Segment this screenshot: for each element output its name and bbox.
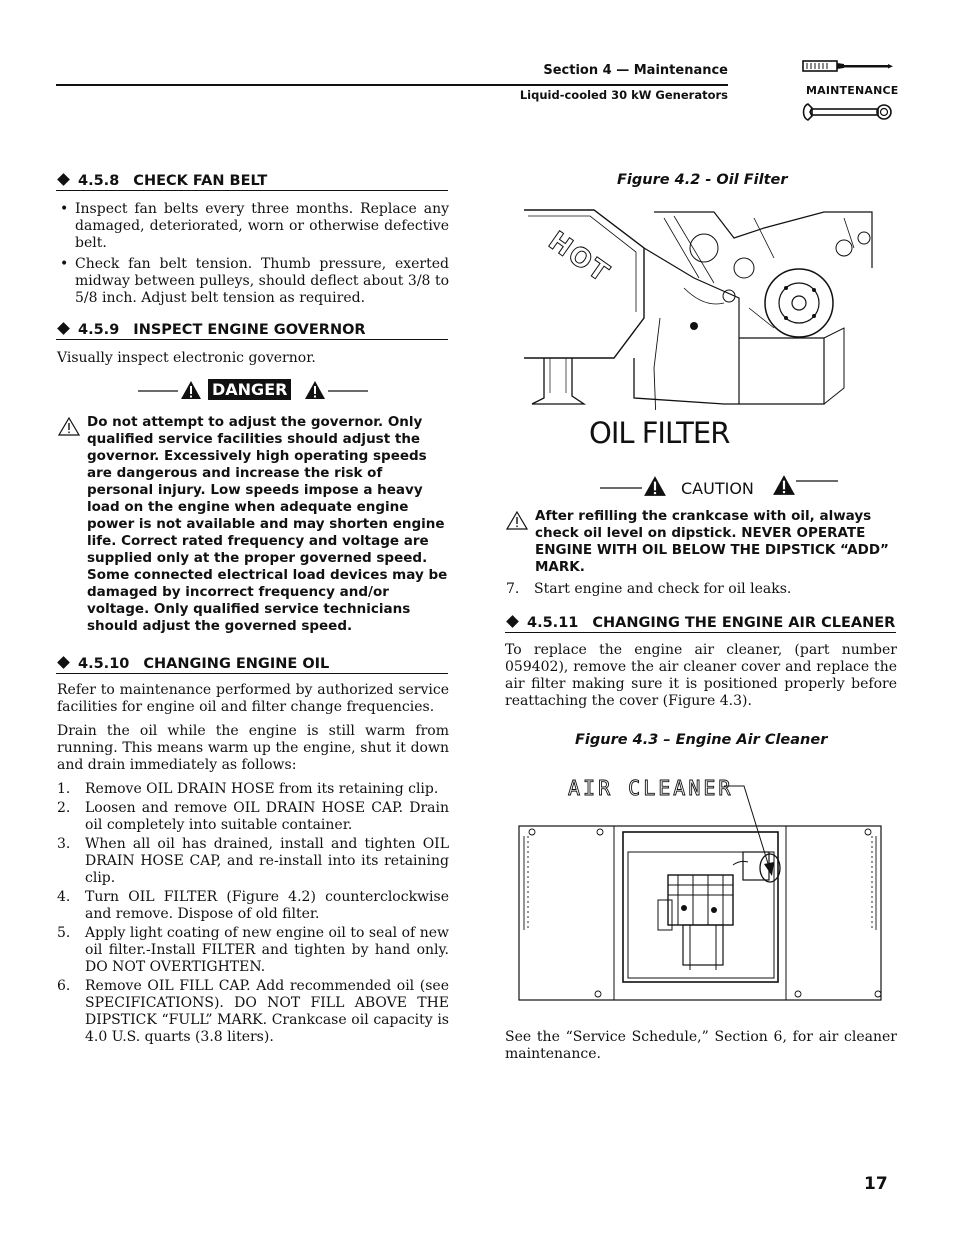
paragraph: Drain the oil while the engine is still warm from running. This means warm up the engine, shut it down and drain immediately as follows: — [57, 723, 449, 773]
section-heading-4-5-8 — [56, 173, 448, 191]
step-7 — [506, 581, 898, 600]
air-cleaner-enclosure-illustration — [518, 780, 882, 1002]
diamond-bullet-icon — [57, 173, 70, 186]
list-item: 7. Start engine and check for oil leaks. — [506, 581, 792, 597]
section-heading-4-5-11 — [505, 615, 896, 633]
oil-filter-callout: OIL FILTER — [589, 416, 730, 450]
section-number: 4.5.11 — [527, 615, 579, 631]
header-subtitle: Liquid-cooled 30 kW Generators — [519, 88, 728, 102]
list-item: 4. Turn OIL FILTER (Figure 4.2) counterclockwise and remove. Dispose of old filter. — [57, 889, 449, 922]
list-item: 5. Apply light coating of new engine oil to seal of new oil filter.-Install FILTER and tighten by hand only. DO NOT OVERTIGHTEN. — [57, 925, 449, 975]
section-title: CHANGING THE ENGINE AIR CLEANER — [592, 615, 896, 631]
section-heading-4-5-9 — [56, 322, 448, 340]
list-item: 2. Loosen and remove OIL DRAIN HOSE CAP. Drain oil completely into suitable container. — [57, 800, 449, 833]
list-item: 6. Remove OIL FILL CAP. Add recommended oil (see SPECIFICATIONS). DO NOT FILL ABOVE THE DIPSTICK “FULL” MARK. Crankcase oil capacity is 4.0 U.S. quarts (3.8 liters). — [57, 978, 449, 1045]
header-section-title: Section 4 — Maintenance — [543, 63, 728, 78]
danger-banner — [138, 379, 368, 403]
danger-text: Do not attempt to adjust the governor. Only qualified service facilities should adjust the governor. Excessively high operating speeds are dangerous and increase the risk of personal injury. Low speeds impose a heavy load on the engine when adequate engine power is not available and may shorten engine life. Correct rated frequency and voltage are supplied only at the proper governed speed. Some connected electrical load devices may be damaged by incorrect frequency and/or voltage. Only qualified service technicians should adjust the governed speed. — [87, 414, 448, 634]
list-item: • Check fan belt tension. Thumb pressure, exerted midway between pulleys, should deflect about 3/8 to 5/8 inch. Adjust belt tension as required. — [57, 256, 449, 307]
figure-4-3-caption: Figure 4.3 – Engine Air Cleaner — [575, 732, 828, 748]
section-title: INSPECT ENGINE GOVERNOR — [133, 322, 366, 338]
warning-triangle-icon — [772, 474, 796, 496]
page-number: 17 — [864, 1174, 888, 1194]
list-item: 1. Remove OIL DRAIN HOSE from its retaining clip. — [57, 781, 439, 797]
hot-label: HOT — [542, 226, 616, 290]
danger-label: DANGER — [208, 379, 291, 400]
caution-banner — [600, 474, 838, 498]
header-rule — [56, 84, 728, 86]
warning-outline-icon — [506, 511, 528, 530]
caution-label: CAUTION — [681, 479, 754, 498]
section-title: CHANGING ENGINE OIL — [143, 656, 330, 672]
air-cleaner-text: To replace the engine air cleaner, (part number 059402), remove the air cleaner cover and replace the air filter making sure it is positioned properly before reattaching the cover (Figure 4.3). — [505, 642, 897, 709]
caution-text: After refilling the crankcase with oil, always check oil level on dipstick. NEVER OPERATE ENGINE WITH OIL BELOW THE DIPSTICK “ADD” MARK. — [535, 508, 889, 575]
section-number: 4.5.10 — [78, 656, 130, 672]
air-cleaner-callout: AIR CLEANER — [568, 776, 734, 800]
list-item: • Inspect fan belts every three months. Replace any damaged, deteriorated, worn or otherwise defective belt. — [57, 201, 449, 252]
warning-triangle-icon — [180, 380, 202, 400]
diamond-bullet-icon — [506, 615, 519, 628]
diamond-bullet-icon — [57, 656, 70, 669]
figure-4-2-caption: Figure 4.2 - Oil Filter — [617, 172, 788, 188]
paragraph: Refer to maintenance performed by authorized service facilities for engine oil and filter change frequencies. — [57, 682, 449, 715]
list-item: 3. When all oil has drained, install and tighten OIL DRAIN HOSE CAP, and re-install into its retaining clip. — [57, 836, 449, 886]
warning-triangle-icon — [304, 380, 326, 400]
service-note: See the “Service Schedule,” Section 6, for air cleaner maintenance. — [505, 1029, 897, 1062]
section-number: 4.5.9 — [78, 322, 120, 338]
section-number: 4.5.8 — [78, 173, 120, 189]
oil-change-body — [57, 682, 449, 1048]
fan-belt-bullets — [57, 201, 449, 311]
governor-text: Visually inspect electronic governor. — [57, 350, 316, 366]
warning-outline-icon — [58, 417, 80, 436]
maintenance-logo-text: MAINTENANCE — [806, 84, 899, 97]
warning-triangle-icon — [643, 475, 667, 497]
section-title: CHECK FAN BELT — [133, 173, 268, 189]
diamond-bullet-icon — [57, 322, 70, 335]
section-heading-4-5-10 — [56, 656, 448, 674]
